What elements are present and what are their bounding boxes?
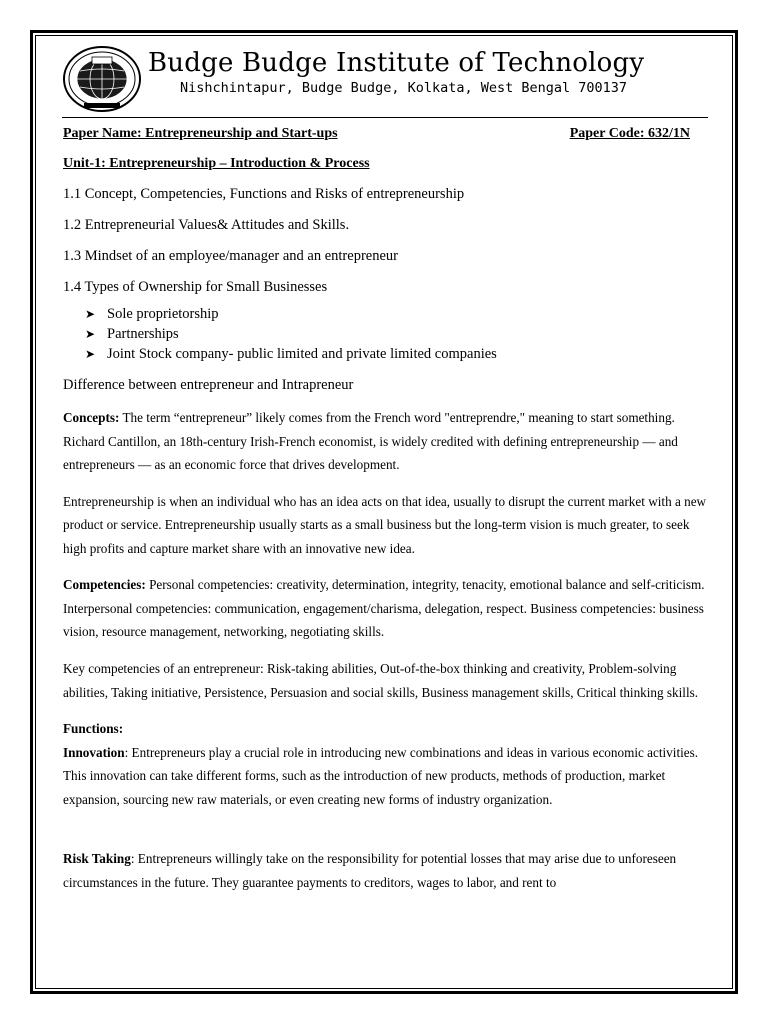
- topic-item: 1.3 Mindset of an employee/manager and an entrepreneur: [63, 248, 398, 264]
- ownership-list: [63, 304, 708, 364]
- document-body: [63, 125, 708, 907]
- entrepreneurship-paragraph: Entrepreneurship is when an individual who has an idea acts on that idea, usually to disrupt the current market with a new product or service. Entrepreneurship usually starts as a small business but the long-term vision is much greater, to seek high profits and capture market share with an innovative new idea.: [63, 493, 707, 556]
- header-divider: [62, 117, 708, 118]
- topic-item: 1.1 Concept, Competencies, Functions and Risks of entrepreneurship: [63, 186, 465, 202]
- paper-code: Paper Code: 632/1N: [569, 126, 690, 141]
- functions-heading: Functions:: [63, 721, 124, 737]
- paper-name: Paper Name: Entrepreneurship and Start-ups: [63, 126, 338, 141]
- key-competencies-paragraph: Key competencies of an entrepreneur: Risk-taking abilities, Out-of-the-box thinking and creativity, Problem-solving abilities, Taking initiative, Persistence, Persuasion and social skills, Business management skills, Critical thinking skills.: [63, 661, 699, 700]
- risk-taking-paragraph: Risk Taking: Entrepreneurs willingly take on the responsibility for potential losses that may arise due to unforeseen circumstances in the future. They guarantee payments to creditors, wages to labor, and rent to: [63, 851, 677, 890]
- competencies-paragraph: Competencies: Personal competencies: creativity, determination, integrity, tenacity, emotional balance and self-criticism. Interpersonal competencies: communication, engagement/charisma, delegation, respect. Business competencies: business vision, resource management, networking, negotiating skills.: [63, 577, 705, 640]
- paper-info-row: [63, 125, 708, 143]
- arrow-bullet-icon: ➤: [85, 307, 96, 321]
- unit-title: Unit-1: Entrepreneurship – Introduction & Process: [63, 156, 370, 171]
- topic-item: 1.4 Types of Ownership for Small Businesses: [63, 279, 328, 295]
- list-item: ➤ Partnerships: [85, 326, 179, 342]
- concepts-paragraph: Concepts: The term “entrepreneur” likely comes from the French word "entreprendre," meaning to start something. Richard Cantillon, an 18th-century Irish-French economist, is widely credited with defining entrepreneurship — and entrepreneurs — as an economic force that drives development.: [63, 410, 678, 472]
- institute-address: Nishchintapur, Budge Budge, Kolkata, West Bengal 700137: [180, 80, 628, 96]
- difference-line: Difference between entrepreneur and Intrapreneur: [63, 377, 354, 393]
- list-item: ➤ Joint Stock company- public limited and private limited companies: [85, 346, 497, 362]
- innovation-paragraph: Innovation: Entrepreneurs play a crucial role in introducing new combinations and ideas in various economic activities. This innovation can take different forms, such as the introduction of new products, methods of production, market expansion, sourcing new raw materials, or even creating new forms of industry organization.: [63, 744, 699, 807]
- arrow-bullet-icon: ➤: [85, 327, 96, 341]
- topic-item: 1.2 Entrepreneurial Values& Attitudes and Skills.: [63, 217, 350, 233]
- list-item: ➤ Sole proprietorship: [85, 306, 219, 322]
- arrow-bullet-icon: ➤: [85, 347, 96, 361]
- bbit-globe-logo-icon: [62, 45, 142, 113]
- institute-name: Budge Budge Institute of Technology: [148, 48, 645, 78]
